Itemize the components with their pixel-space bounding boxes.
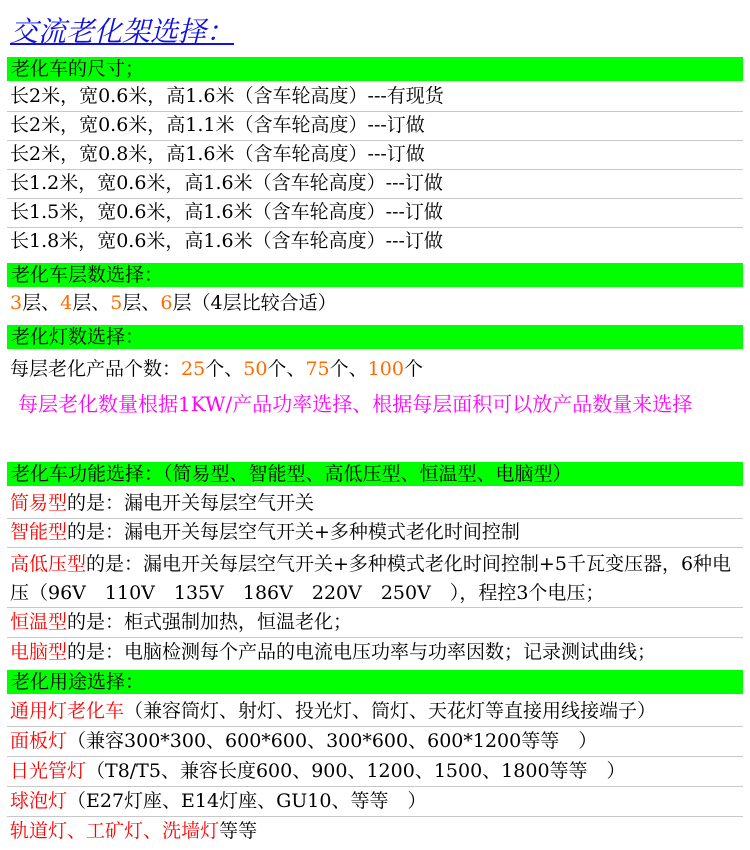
lamp-unit: 个: [329, 358, 349, 380]
function-desc: 的是：电脑检测每个产品的电流电压功率与功率因数；记录测试曲线；: [67, 641, 657, 663]
layers-options-row: [10, 290, 743, 316]
function-item: [10, 519, 743, 545]
separator: 、: [143, 820, 163, 842]
voltage-line: 压（96V 110V 135V 186V 220V 250V ），程控3个电压；: [10, 582, 605, 604]
function-desc: 的是：漏电开关每层空气开关+多种模式老化时间控制+5千瓦变压器，6种电: [86, 553, 732, 575]
layers-section-header: 老化车层数选择：: [7, 263, 743, 287]
usage-name: 通用灯老化车: [10, 700, 125, 722]
usage-desc: （兼容300*300、600*600、300*600、600*1200等等 ）: [67, 730, 598, 752]
row-divider: [7, 756, 743, 757]
separator: 、: [141, 292, 161, 314]
lamp-unit: 个: [403, 358, 423, 380]
separator: 、: [91, 292, 111, 314]
lamps-prefix: 每层老化产品个数：: [10, 358, 182, 380]
usage-name: 轨道灯: [10, 820, 68, 842]
usage-tail: 等等: [219, 820, 258, 842]
usage-name: 面板灯: [10, 730, 68, 752]
layer-option-value: 3: [10, 292, 23, 314]
usage-desc: （兼容筒灯、射灯、投光灯、筒灯、天花灯等直接用线接端子）: [124, 700, 657, 722]
usage-desc: （E27灯座、E14灯座、GU10、等等 ）: [67, 790, 427, 812]
separator: 、: [348, 358, 368, 380]
function-name: 恒温型: [10, 611, 68, 633]
function-desc: 的是：漏电开关每层空气开关+多种模式老化时间控制: [67, 521, 520, 543]
lamp-unit: 个: [267, 358, 287, 380]
separator: 、: [41, 292, 61, 314]
function-desc: 的是：漏电开关每层空气开关: [67, 492, 315, 514]
function-item: [10, 490, 743, 516]
layer-option-value: 4: [60, 292, 73, 314]
usage-item: [10, 818, 743, 844]
layers-note: （4层比较合适）: [191, 292, 337, 314]
usage-name: 工矿灯: [86, 820, 144, 842]
row-divider: [7, 637, 743, 638]
layer-unit: 层: [22, 292, 42, 314]
separator: 、: [67, 820, 87, 842]
usage-item: [10, 788, 743, 814]
separator: 、: [286, 358, 306, 380]
usage-name: 球泡灯: [10, 790, 68, 812]
lamp-count-value: 25: [181, 358, 206, 380]
layer-unit: 层: [122, 292, 142, 314]
layer-option-value: 6: [160, 292, 173, 314]
function-item: [10, 639, 743, 665]
size-row: 长2米，宽0.8米，高1.6米（含车轮高度）---订做: [10, 143, 425, 165]
function-item: [10, 551, 743, 577]
layer-option-value: 5: [110, 292, 123, 314]
function-section-header: 老化车功能选择：（简易型、智能型、高低压型、恒温型、电脑型）: [7, 462, 743, 486]
usage-name: 洗墙灯: [162, 820, 220, 842]
size-row: 长2米，宽0.6米，高1.1米（含车轮高度）---订做: [10, 114, 425, 136]
size-row: 长1.5米，宽0.6米，高1.6米（含车轮高度）---订做: [10, 201, 443, 223]
separator: 、: [224, 358, 244, 380]
usage-item: [10, 698, 743, 724]
usage-desc: （T8/T5、兼容长度600、900、1200、1500、1800等等 ）: [86, 760, 626, 782]
lamp-unit: 个: [205, 358, 225, 380]
lamp-count-value: 75: [305, 358, 330, 380]
size-row: 长2米，宽0.6米，高1.6米（含车轮高度）---有现货: [10, 85, 444, 107]
layer-unit: 层: [172, 292, 192, 314]
function-name: 简易型: [10, 492, 68, 514]
row-divider: [7, 786, 743, 787]
row-divider: [7, 607, 743, 608]
function-desc: 的是：柜式强制加热，恒温老化；: [67, 611, 353, 633]
function-item: [10, 609, 743, 635]
function-name: 高低压型: [10, 553, 87, 575]
size-row: 长1.2米，宽0.6米，高1.6米（含车轮高度）---订做: [10, 172, 443, 194]
function-name: 智能型: [10, 521, 68, 543]
function-name: 电脑型: [10, 641, 68, 663]
size-row: 长1.8米，宽0.6米，高1.6米（含车轮高度）---订做: [10, 230, 443, 252]
lamp-count-value: 50: [243, 358, 268, 380]
page-title: 交流老化架选择：: [10, 15, 235, 48]
lamps-count-row: [10, 356, 743, 382]
lamps-section-header: 老化灯数选择：: [7, 325, 743, 349]
usage-section-header: 老化用途选择：: [7, 670, 743, 694]
row-divider: [7, 726, 743, 727]
row-divider: [7, 816, 743, 817]
size-section-header: 老化车的尺寸；: [7, 57, 743, 81]
lamp-count-value: 100: [367, 358, 404, 380]
usage-item: [10, 728, 743, 754]
usage-name: 日光管灯: [10, 760, 87, 782]
row-divider: [7, 547, 743, 548]
usage-item: [10, 758, 743, 784]
lamps-note: 每层老化数量根据1KW/产品功率选择、根据每层面积可以放产品数量来选择: [18, 392, 693, 416]
layer-unit: 层: [72, 292, 92, 314]
